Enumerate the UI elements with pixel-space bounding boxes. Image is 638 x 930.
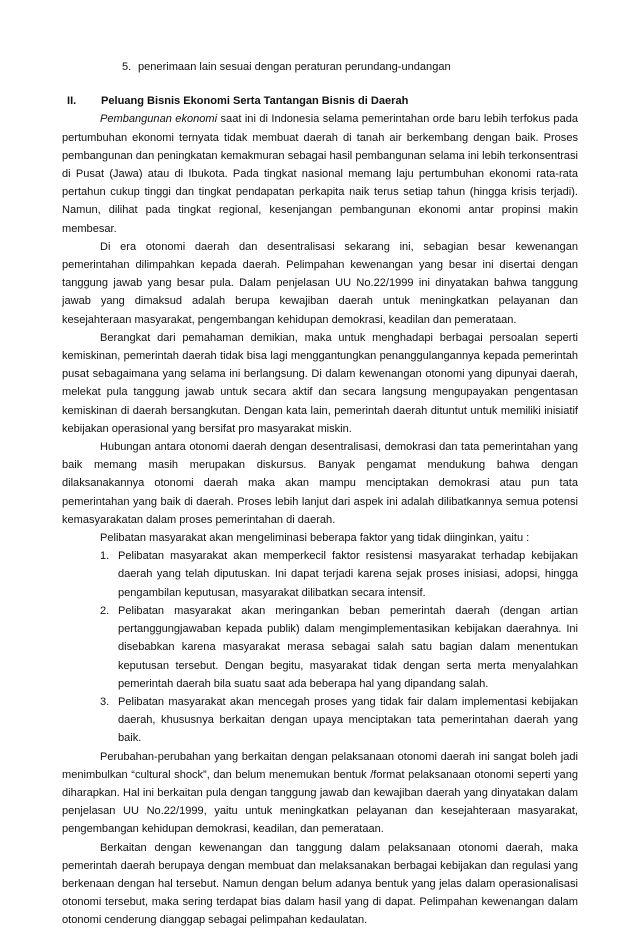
- paragraph-7: Berkaitan dengan kewenangan dan tanggung dalam pelaksanaan otonomi daerah, maka pemerintah daerah berupaya dengan membuat dan melaksanakan berbagai kebijakan dan regulasi yang berkenaan dengan hal tersebut. Namun dengan belum adanya bentuk yang jelas dalam operasionalisasi otonomi tersebut, maka sering terdapat bias dalam hasil yang di dapat. Pelimpahan kewenangan dalam otonomi cenderung dianggap sebagai pelimpahan kedaulatan.: [62, 841, 578, 927]
- list-item-text: Pelibatan masyarakat akan meringankan beban pemerintah daerah (dengan artian pertanggungjawaban kepada publik) dalam mengimplementasikan kebijakan daerahnya. Ini disebabkan karena masyarakat merasa sebagai salah satu bagian dalam menentukan keputusan tersebut. Dengan begitu, masyarakat tidak dengan serta merta menyalahkan pemerintah daerah bila suatu saat ada beberapa hal yang dipandang salah.: [118, 604, 578, 690]
- document-content: [62, 58, 578, 930]
- top-list-item-number: 5.: [122, 61, 132, 73]
- list-item-number: 2.: [100, 604, 110, 617]
- paragraph-5-intro: Pelibatan masyarakat akan mengeliminasi beberapa faktor yang tidak diinginkan, yaitu :: [100, 532, 530, 545]
- list-item: [62, 547, 578, 602]
- list-item: [62, 602, 578, 693]
- numbered-list: [62, 547, 578, 747]
- list-item-number: 1.: [100, 550, 110, 563]
- paragraph-4: Hubungan antara otonomi daerah dengan desentralisasi, demokrasi dan tata pemerintahan yang baik memang masih merupakan diskursus. Banyak pengamat mendukung bahwa dengan dilaksanakannya otonomi daerah maka akan mampu menciptakan demokrasi atau pun tata pemerintahan yang baik di daerah. Proses lebih lanjut dari aspek ini adalah dilibatkannya semua potensi kemasyarakatan dalam proses pemerintahan di daerah.: [62, 441, 578, 526]
- list-item-text: Pelibatan masyarakat akan mencegah proses yang tidak fair dalam implementasi kebijakan daerah, khususnya berkaitan dengan upaya menciptakan tata pemerintahan daerah yang baik.: [118, 695, 578, 745]
- section-title: Peluang Bisnis Ekonomi Serta Tantangan Bisnis di Daerah: [101, 95, 409, 108]
- section-number: II.: [67, 95, 77, 108]
- top-list-item-text: penerimaan lain sesuai dengan peraturan perundang-undangan: [138, 61, 451, 73]
- section-heading: [62, 92, 578, 110]
- paragraph-1-text: saat ini di Indonesia selama pemerintahan orde baru lebih terfokus pada pertumbuhan ekonomi ternyata tidak membuat daerah di tanah air berkembang dengan baik. Proses pembangunan dan peningkatan kemakmuran sebagai hasil pembangunan selama ini lebih terkonsentrasi di Pusat (Jawa) atau di Ibukota. Pada tingkat nasional memang laju pertumbuhan ekonomi rata-rata pertahun cukup tinggi dan tingkat pendapatan perkapita naik terus setiap tahun (hingga krisis terjadi). Namun, dilihat pada tingkat regional, kesenjangan pembangunan ekonomi antar propinsi makin membesar.: [62, 113, 578, 235]
- top-list-item: [62, 58, 578, 76]
- list-item: [62, 693, 578, 748]
- paragraph-3: Berangkat dari pemahaman demikian, maka untuk menghadapi berbagai persoalan seperti kemiskinan, pemerintah daerah tidak bisa lagi menggantungkan penanggulangannya kepada pemerintah pusat sebagaimana yang selama ini berlangsung. Di dalam kewenangan otonomi yang dipunyai daerah, melekat pula tanggung jawab untuk secara aktif dan secara langsung mengupayakan pengentasan kemiskinan di daerah bersangkutan. Dengan kata lain, pemerintah daerah dituntut untuk memiliki inisiatif kebijakan operasional yang bersifat pro masyarakat miskin.: [62, 331, 578, 435]
- paragraph-2: Di era otonomi daerah dan desentralisasi sekarang ini, sebagian besar kewenangan pemerintahan dilimpahkan kepada daerah. Pelimpahan kewenangan yang besar ini disertai dengan tanggung jawab yang besar pula. Dalam penjelasan UU No.22/1999 ini dinyatakan bahwa tanggung jawab yang dimaksud adalah berupa kewajiban daerah untuk meningkatkan pelayanan dan kesejahteraan masyarakat, pengembangan kehidupan demokrasi, keadilan dan pemerataan.: [62, 240, 578, 326]
- paragraph-1: [62, 110, 578, 237]
- paragraph-1-italic: Pembangunan ekonomi: [100, 113, 218, 126]
- list-item-text: Pelibatan masyarakat akan memperkecil faktor resistensi masyarakat terhadap kebijakan daerah yang telah diputuskan. Ini dapat terjadi karena sejak proses inisiasi, adopsi, hingga pengambilan keputusan, masyarakat dilibatkan secara intensif.: [118, 550, 578, 599]
- paragraph-6: Perubahan-perubahan yang berkaitan dengan pelaksanaan otonomi daerah ini sangat boleh jadi menimbulkan “cultural shock”, dan belum menemukan bentuk /format pelaksanaan otonomi seperti yang diharapkan. Hal ini berkaitan pula dengan tanggung jawab dan kewajiban daerah yang dinyatakan dalam penjelasan UU No.22/1999, yaitu untuk meningkatkan pelayanan dan kesejahteraan masyarakat, pengembangan kehidupan demokrasi, keadilan, dan pemerataan.: [62, 750, 578, 836]
- list-item-number: 3.: [100, 695, 110, 708]
